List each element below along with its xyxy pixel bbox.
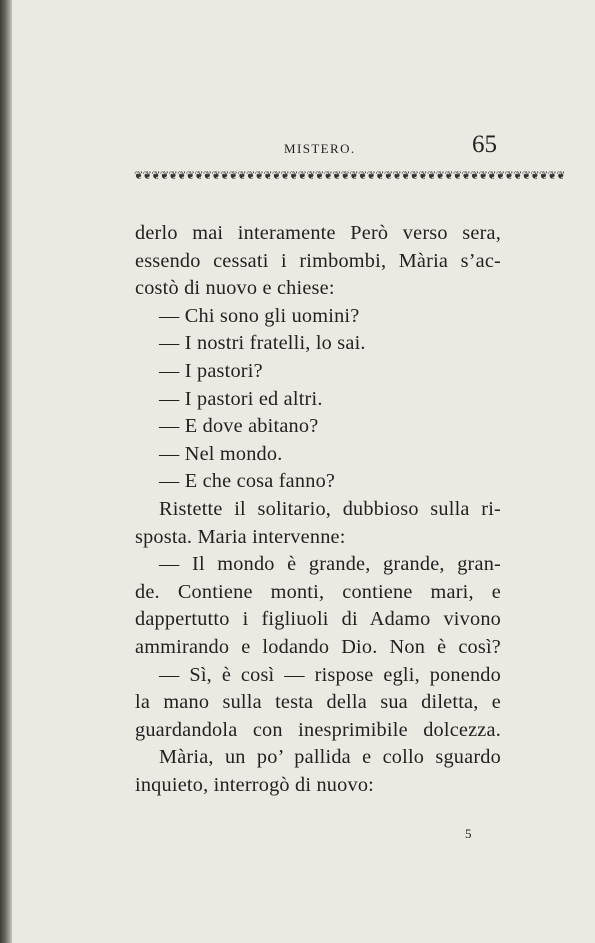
text-line: essendo cessati i rimbombi, Mària s’ac-	[135, 249, 501, 272]
signature-mark: 5	[465, 826, 472, 841]
text-line: dappertutto i figliuoli di Adamo vivono	[135, 608, 501, 631]
text-line: de. Contiene monti, contiene mari, e	[135, 580, 501, 603]
ornamental-rule: ❦❦❦❦❦❦❦❦❦❦❦❦❦❦❦❦❦❦❦❦❦❦❦❦❦❦❦❦❦❦❦❦❦❦❦❦❦❦❦❦❦❦❦❦❦❦❦❦❦❦	[134, 170, 565, 182]
running-title: MISTERO.	[284, 141, 356, 156]
text-line: la mano sulla testa della sua diletta, e	[135, 691, 501, 714]
text-line: — I pastori ed altri.	[159, 387, 323, 410]
text-line: guardandola con inesprimibile dolcezza.	[135, 718, 501, 741]
text-line: — Nel mondo.	[159, 442, 283, 465]
text-line: — I pastori?	[159, 359, 263, 382]
text-line: Ristette il solitario, dubbioso sulla ri-	[159, 497, 501, 520]
page-number: 65	[472, 131, 497, 158]
text-line: inquieto, interrogò di nuovo:	[135, 773, 375, 796]
text-line: — E che cosa fanno?	[159, 470, 336, 493]
text-line: sposta. Maria intervenne:	[135, 525, 346, 548]
text-line: derlo mai interamente Però verso sera,	[135, 222, 501, 244]
body-text	[135, 220, 501, 799]
text-line: costò di nuovo e chiese:	[135, 277, 335, 300]
text-line: Mària, un po’ pallida e collo sguardo	[159, 746, 501, 769]
text-line: — Sì, è così — rispose egli, ponendo	[159, 663, 501, 686]
text-line: — I nostri fratelli, lo sai.	[159, 332, 366, 355]
text-line: ammirando e lodando Dio. Non è così?	[135, 635, 501, 658]
text-line: — E dove abitano?	[159, 415, 319, 438]
running-head	[0, 131, 595, 165]
text-line: — Chi sono gli uomini?	[159, 304, 360, 327]
text-line: — Il mondo è grande, grande, gran-	[159, 553, 501, 576]
